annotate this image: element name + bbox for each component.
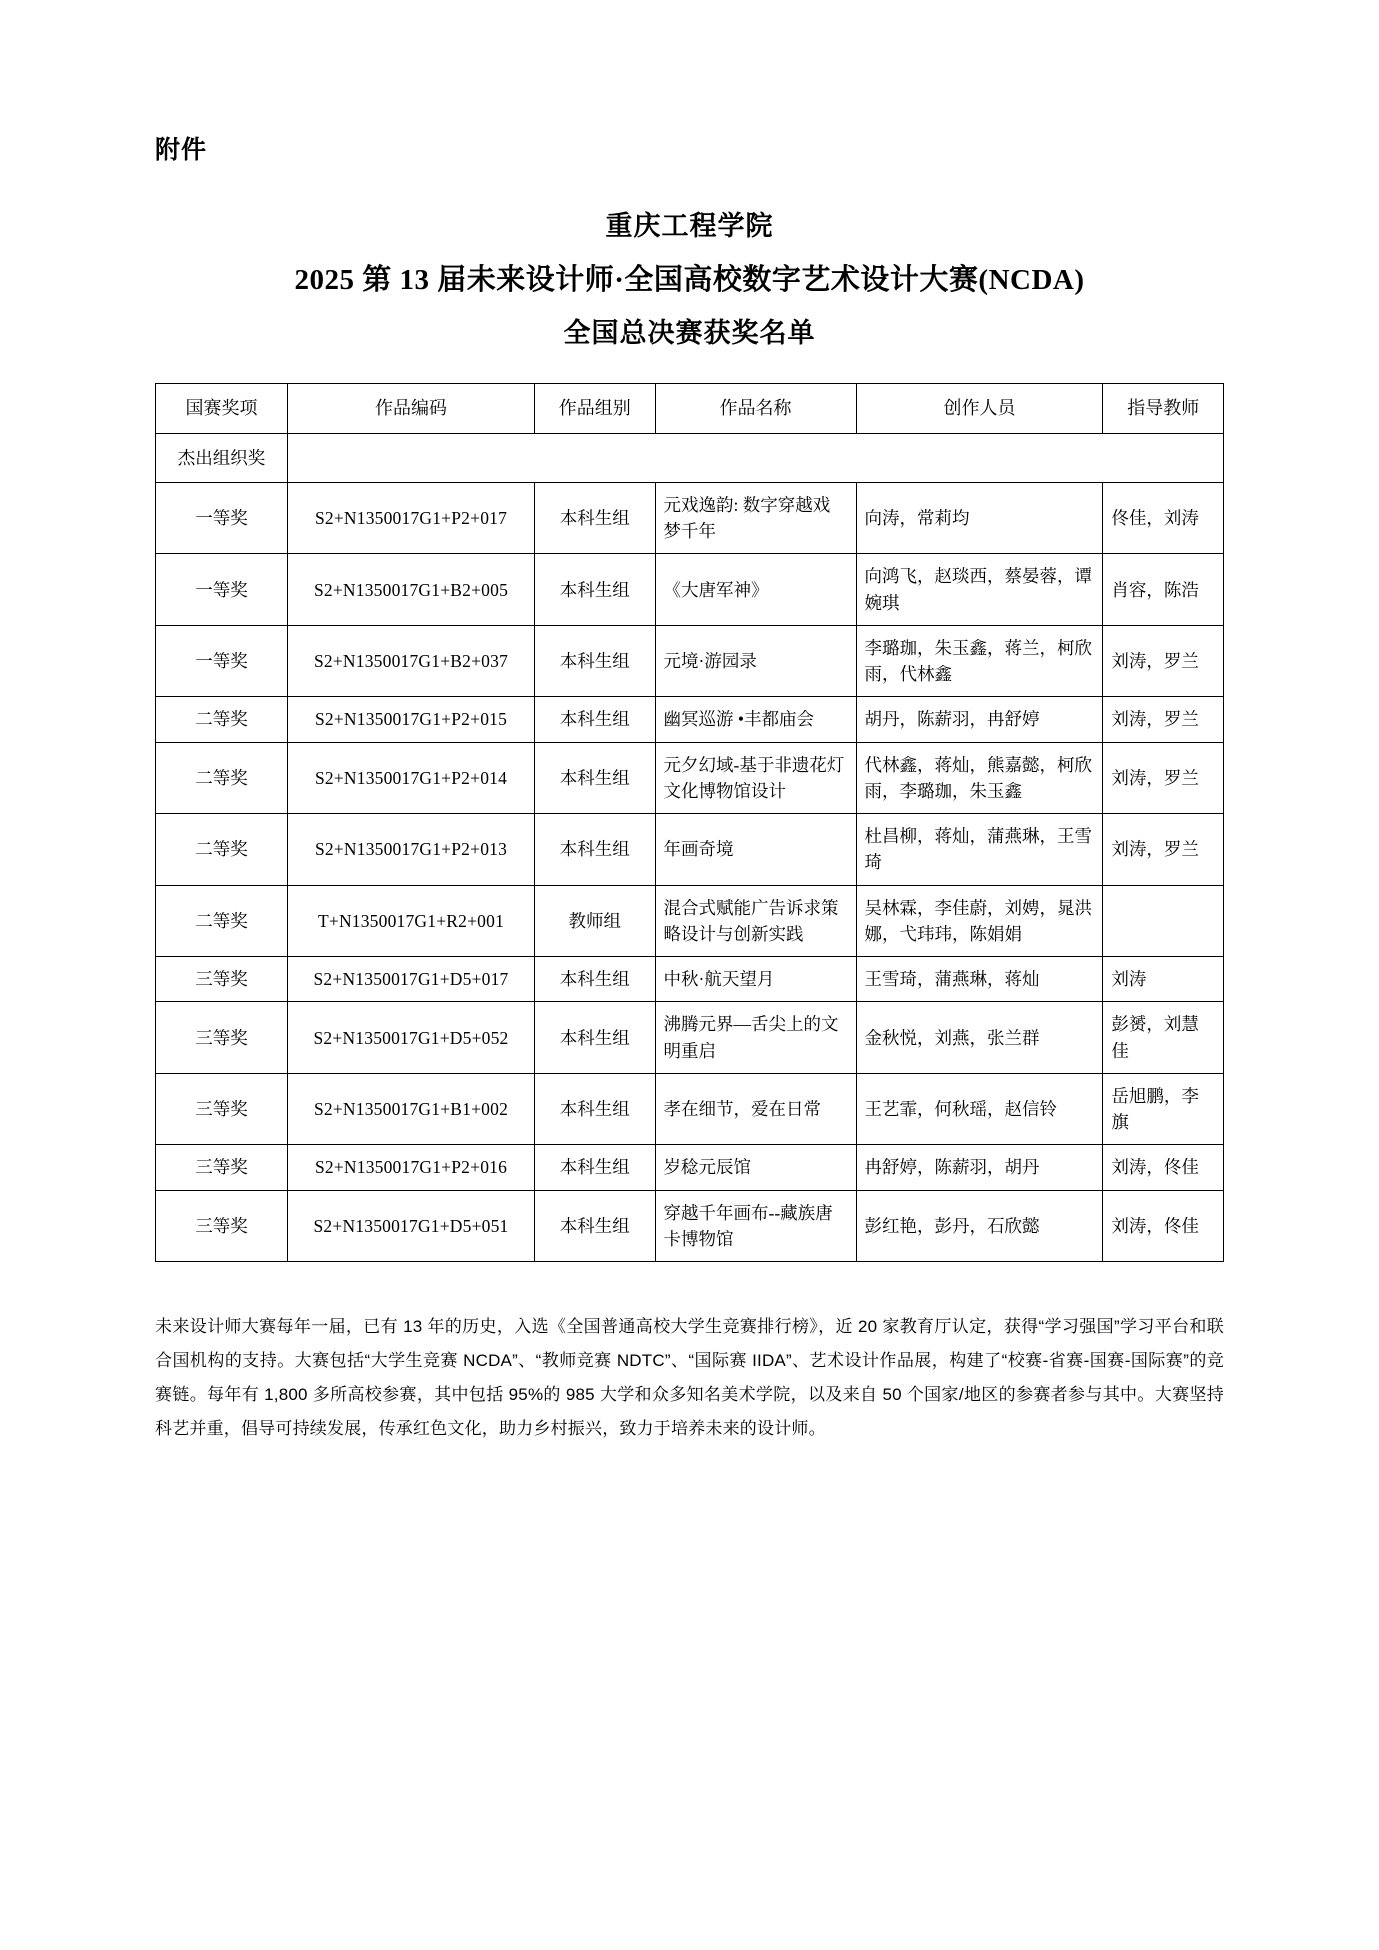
cell-authors: 向涛，常莉均 bbox=[856, 482, 1103, 554]
cell-code: S2+N1350017G1+P2+013 bbox=[288, 814, 535, 886]
table-row bbox=[156, 554, 1224, 626]
cell-award: 二等奖 bbox=[156, 697, 288, 742]
title-line-competition: 2025 第 13 届未来设计师·全国高校数字艺术设计大赛(NCDA) bbox=[294, 263, 1085, 296]
table-row bbox=[156, 957, 1224, 1002]
award-list-table bbox=[155, 383, 1224, 1263]
cell-work-name: 幽冥巡游 •丰都庙会 bbox=[655, 697, 856, 742]
column-header-teachers: 指导教师 bbox=[1103, 383, 1224, 433]
organization-award-empty bbox=[288, 433, 1224, 482]
cell-code: S2+N1350017G1+D5+051 bbox=[288, 1190, 535, 1262]
cell-award: 一等奖 bbox=[156, 554, 288, 626]
cell-code: S2+N1350017G1+B2+005 bbox=[288, 554, 535, 626]
cell-code: S2+N1350017G1+P2+016 bbox=[288, 1145, 535, 1190]
cell-code: S2+N1350017G1+P2+014 bbox=[288, 742, 535, 814]
cell-work-name: 穿越千年画布--藏族唐卡博物馆 bbox=[655, 1190, 856, 1262]
cell-group: 本科生组 bbox=[534, 957, 655, 1002]
table-row bbox=[156, 482, 1224, 554]
cell-award: 三等奖 bbox=[156, 1073, 288, 1145]
cell-teachers: 刘涛 bbox=[1103, 957, 1224, 1002]
title-line-list: 全国总决赛获奖名单 bbox=[563, 317, 816, 348]
cell-code: S2+N1350017G1+D5+052 bbox=[288, 1002, 535, 1074]
cell-award: 三等奖 bbox=[156, 957, 288, 1002]
cell-group: 本科生组 bbox=[534, 554, 655, 626]
cell-work-name: 混合式赋能广告诉求策略设计与创新实践 bbox=[655, 885, 856, 957]
cell-authors: 金秋悦，刘燕，张兰群 bbox=[856, 1002, 1103, 1074]
cell-code: S2+N1350017G1+P2+015 bbox=[288, 697, 535, 742]
cell-teachers: 刘涛，罗兰 bbox=[1103, 814, 1224, 886]
cell-teachers: 刘涛，罗兰 bbox=[1103, 625, 1224, 697]
cell-authors: 李璐珈，朱玉鑫，蒋兰，柯欣雨，代林鑫 bbox=[856, 625, 1103, 697]
cell-work-name: 年画奇境 bbox=[655, 814, 856, 886]
cell-code: S2+N1350017G1+P2+017 bbox=[288, 482, 535, 554]
attachment-label: 附件 bbox=[155, 137, 208, 164]
cell-work-name: 元戏逸韵: 数字穿越戏梦千年 bbox=[655, 482, 856, 554]
table-row bbox=[156, 1002, 1224, 1074]
cell-award: 二等奖 bbox=[156, 742, 288, 814]
cell-authors: 杜昌柳，蒋灿，蒲燕琳，王雪琦 bbox=[856, 814, 1103, 886]
title-line-institution: 重庆工程学院 bbox=[605, 211, 774, 241]
cell-authors: 吴林霖，李佳蔚，刘娉，晁洪娜，弋玮玮，陈娟娟 bbox=[856, 885, 1103, 957]
table-row bbox=[156, 1073, 1224, 1145]
cell-award: 一等奖 bbox=[156, 482, 288, 554]
cell-work-name: 中秋·航天望月 bbox=[655, 957, 856, 1002]
cell-group: 本科生组 bbox=[534, 482, 655, 554]
cell-code: T+N1350017G1+R2+001 bbox=[288, 885, 535, 957]
table-row bbox=[156, 814, 1224, 886]
cell-authors: 王艺霏，何秋瑶，赵信铃 bbox=[856, 1073, 1103, 1145]
cell-work-name: 元境·游园录 bbox=[655, 625, 856, 697]
cell-teachers: 刘涛，罗兰 bbox=[1103, 697, 1224, 742]
cell-teachers: 刘涛，罗兰 bbox=[1103, 742, 1224, 814]
cell-code: S2+N1350017G1+B2+037 bbox=[288, 625, 535, 697]
cell-teachers: 肖容，陈浩 bbox=[1103, 554, 1224, 626]
table-row bbox=[156, 625, 1224, 697]
table-row-organization-award bbox=[156, 433, 1224, 482]
cell-teachers bbox=[1103, 885, 1224, 957]
column-header-award: 国赛奖项 bbox=[156, 383, 288, 433]
cell-authors: 胡丹，陈薪羽，冉舒婷 bbox=[856, 697, 1103, 742]
cell-authors: 王雪琦，蒲燕琳，蒋灿 bbox=[856, 957, 1103, 1002]
cell-authors: 向鸿飞，赵琰西，蔡晏蓉，谭婉琪 bbox=[856, 554, 1103, 626]
column-header-work-name: 作品名称 bbox=[655, 383, 856, 433]
cell-teachers: 佟佳，刘涛 bbox=[1103, 482, 1224, 554]
cell-award: 二等奖 bbox=[156, 885, 288, 957]
cell-award: 三等奖 bbox=[156, 1145, 288, 1190]
cell-group: 本科生组 bbox=[534, 697, 655, 742]
cell-group: 本科生组 bbox=[534, 742, 655, 814]
table-header-row bbox=[156, 383, 1224, 433]
cell-group: 本科生组 bbox=[534, 1145, 655, 1190]
organization-award-label: 杰出组织奖 bbox=[156, 433, 288, 482]
cell-work-name: 《大唐军神》 bbox=[655, 554, 856, 626]
table-body bbox=[156, 433, 1224, 1262]
cell-award: 二等奖 bbox=[156, 814, 288, 886]
table-row bbox=[156, 1190, 1224, 1262]
cell-authors: 代林鑫，蒋灿，熊嘉懿，柯欣雨，李璐珈，朱玉鑫 bbox=[856, 742, 1103, 814]
cell-work-name: 元夕幻域-基于非遗花灯文化博物馆设计 bbox=[655, 742, 856, 814]
table-row bbox=[156, 885, 1224, 957]
cell-group: 本科生组 bbox=[534, 625, 655, 697]
cell-award: 三等奖 bbox=[156, 1190, 288, 1262]
cell-award: 三等奖 bbox=[156, 1002, 288, 1074]
cell-group: 本科生组 bbox=[534, 1073, 655, 1145]
cell-group: 教师组 bbox=[534, 885, 655, 957]
cell-teachers: 刘涛，佟佳 bbox=[1103, 1190, 1224, 1262]
table-row bbox=[156, 1145, 1224, 1190]
cell-group: 本科生组 bbox=[534, 1002, 655, 1074]
cell-work-name: 岁稔元辰馆 bbox=[655, 1145, 856, 1190]
column-header-authors: 创作人员 bbox=[856, 383, 1103, 433]
table-row bbox=[156, 697, 1224, 742]
table-row bbox=[156, 742, 1224, 814]
cell-work-name: 沸腾元界—舌尖上的文明重启 bbox=[655, 1002, 856, 1074]
cell-authors: 彭红艳，彭丹，石欣懿 bbox=[856, 1190, 1103, 1262]
cell-code: S2+N1350017G1+D5+017 bbox=[288, 957, 535, 1002]
cell-authors: 冉舒婷，陈薪羽，胡丹 bbox=[856, 1145, 1103, 1190]
cell-teachers: 岳旭鹏，李旗 bbox=[1103, 1073, 1224, 1145]
cell-code: S2+N1350017G1+B1+002 bbox=[288, 1073, 535, 1145]
column-header-group: 作品组别 bbox=[534, 383, 655, 433]
cell-work-name: 孝在细节，爱在日常 bbox=[655, 1073, 856, 1145]
cell-group: 本科生组 bbox=[534, 814, 655, 886]
cell-teachers: 彭赟，刘慧佳 bbox=[1103, 1002, 1224, 1074]
footnote-text: 未来设计师大赛每年一届，已有 13 年的历史，入选《全国普通高校大学生竞赛排行榜》，近 20 家教育厅认定，获得“学习强国”学习平台和联合国机构的支持。大赛包括“大学生竞赛 NCDA”、“教师竞赛 NDTC”、“国际赛 IIDA”、艺术设计作品展，构建了“校赛-省赛-国赛-国际赛”的竞赛链。每年有 1,800 多所高校参赛，其中包括 95%的 985 大学和众多知名美术学院，以及来自 50 个国家/地区的参赛者参与其中。大赛坚持科艺并重，倡导可持续发展，传承红色文化，助力乡村振兴，致力于培养未来的设计师。 bbox=[155, 1317, 1224, 1439]
cell-group: 本科生组 bbox=[534, 1190, 655, 1262]
cell-award: 一等奖 bbox=[156, 625, 288, 697]
document-title bbox=[155, 206, 1224, 355]
cell-teachers: 刘涛，佟佳 bbox=[1103, 1145, 1224, 1190]
column-header-code: 作品编码 bbox=[288, 383, 535, 433]
